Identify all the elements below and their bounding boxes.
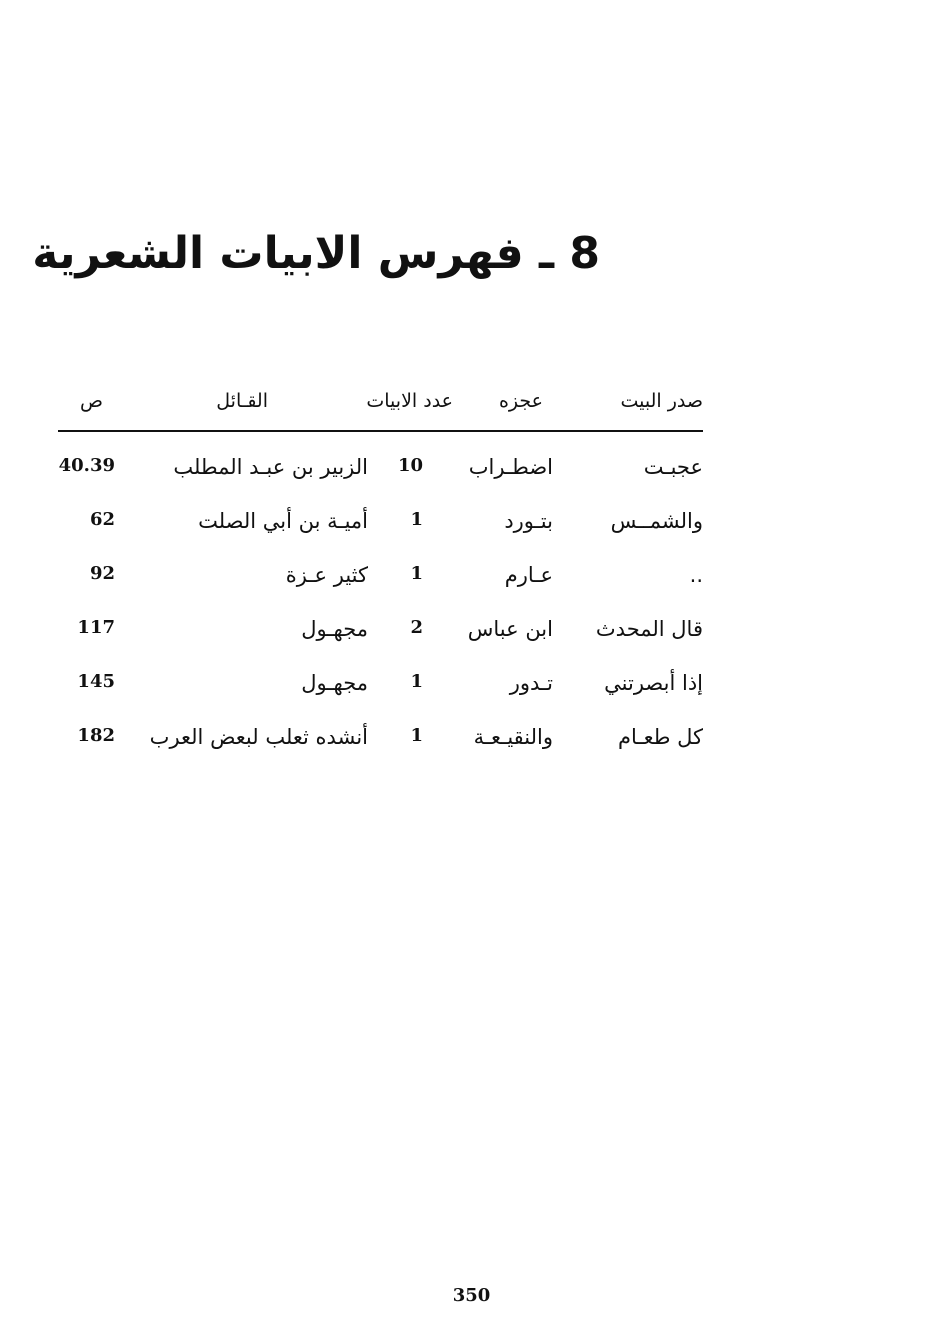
cell-first-half: والشمــس [610,509,703,533]
cell-poet: مجهـول [301,617,368,641]
column-header-second-half: عجزه [498,390,543,412]
cell-poet: كثير عـزة [285,563,368,587]
cell-first-half: عجبـت [643,455,703,479]
column-header-count: عدد الابيات [366,390,453,412]
cell-page: 40.39 [58,455,115,476]
cell-second-half: والنقيـعـة [473,725,553,749]
cell-second-half: ابن عباس [467,617,553,641]
cell-poet: أميـة بن أبي الصلت [198,509,368,533]
cell-page: 145 [77,671,115,692]
page-title: 8 ـ فهرس الابيات الشعرية [32,228,600,279]
cell-poet: أنشده ثعلب لبعض العرب [149,725,368,749]
column-header-first-half: صدر البيت [620,390,703,412]
column-header-poet: القـائل [216,390,268,412]
cell-second-half: اضطـراب [468,455,553,479]
cell-poet: الزبير بن عبـد المطلب [173,455,368,479]
cell-first-half: قال المحدث [595,617,703,641]
cell-page: 92 [89,563,115,584]
cell-count: 2 [410,617,423,638]
cell-poet: مجهـول [301,671,368,695]
cell-count: 1 [410,509,423,530]
cell-page: 62 [89,509,115,530]
cell-first-half: كل طعـام [618,725,703,749]
cell-second-half: بتـورد [504,509,553,533]
cell-count: 1 [410,671,423,692]
cell-page: 117 [77,617,115,638]
header-rule [58,430,703,432]
cell-second-half: عـارم [504,563,553,587]
cell-count: 10 [397,455,423,476]
page-number: 350 [452,1285,491,1306]
cell-first-half: .. [689,563,703,587]
cell-page: 182 [77,725,115,746]
cell-first-half: إذا أبصرتني [604,671,703,695]
cell-second-half: تـدور [509,671,553,695]
cell-count: 1 [410,725,423,746]
cell-count: 1 [410,563,423,584]
column-header-page: ص [80,390,103,412]
